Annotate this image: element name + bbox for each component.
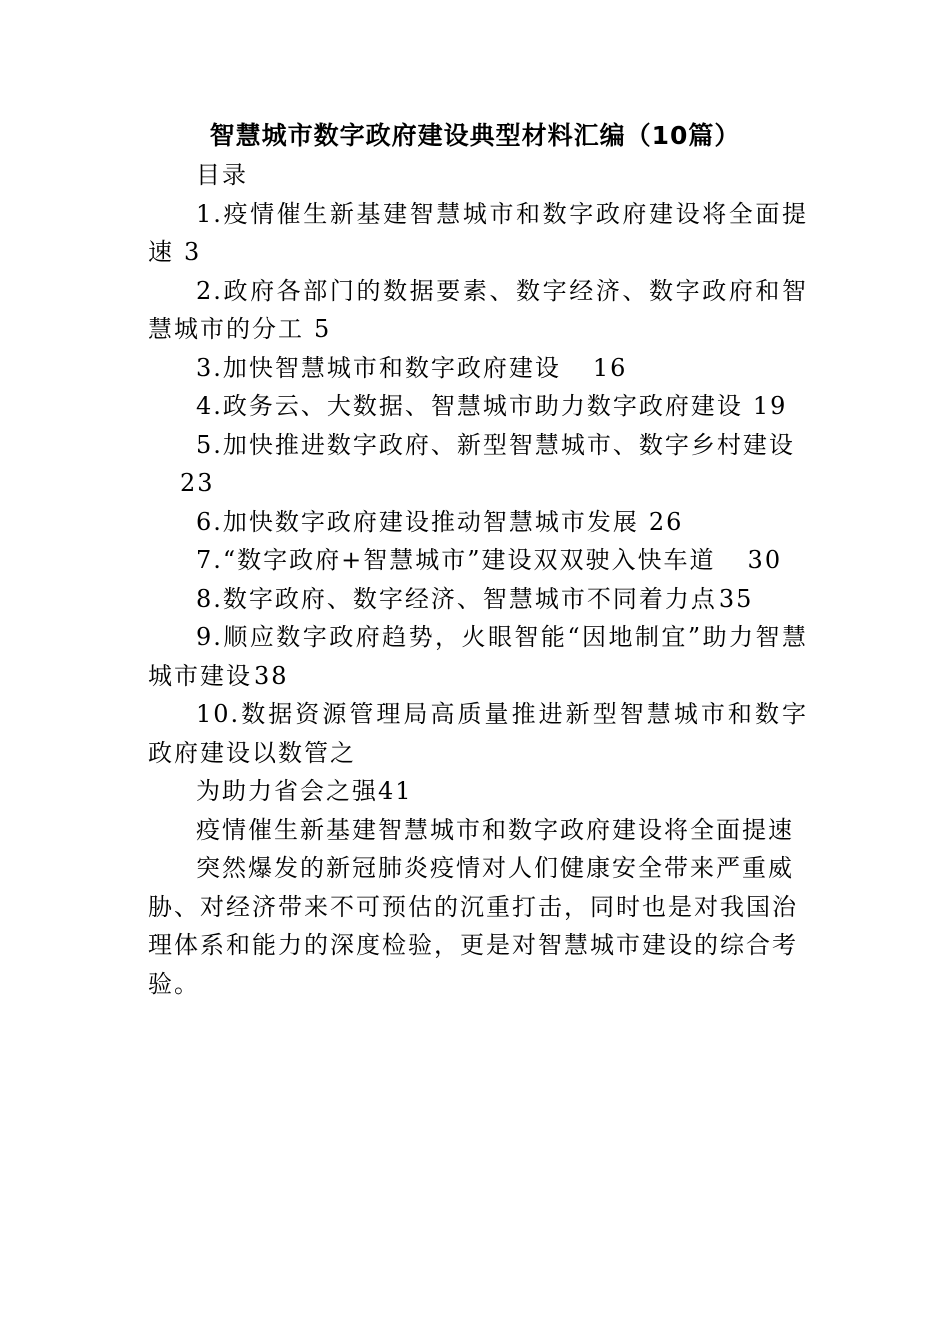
toc-heading: 目录 bbox=[196, 161, 248, 189]
toc-entry-text: 3.加快智慧城市和数字政府建设 bbox=[196, 353, 561, 382]
toc-entry-10-continuation bbox=[148, 772, 808, 811]
toc-entry-1 bbox=[148, 195, 808, 272]
toc-entry-6 bbox=[148, 503, 808, 542]
toc-entry-text: 5.加快推进数字政府、新型智慧城市、数字乡村建设 bbox=[196, 430, 795, 459]
document-title: 智慧城市数字政府建设典型材料汇编（10篇） bbox=[209, 121, 741, 150]
toc-entry-text: 1.疫情催生新基建智慧城市和数字政府建设将全面提速 bbox=[148, 199, 808, 266]
toc-entry-2 bbox=[148, 272, 808, 349]
body-paragraph: 突然爆发的新冠肺炎疫情对人们健康安全带来严重威胁、对经济带来不可预估的沉重打击，同时也是对我国治理体系和能力的深度检验，更是对智慧城市建设的综合考验。 bbox=[148, 854, 798, 998]
toc-entry-3 bbox=[148, 349, 808, 388]
toc-entry-text: 4.政务云、大数据、智慧城市助力数字政府建设 bbox=[196, 392, 743, 420]
toc-entry-text: 8.数字政府、数字经济、智慧城市不同着力点 bbox=[196, 584, 717, 613]
toc-entry-page: 5 bbox=[314, 315, 332, 343]
toc-entry-page: 3 bbox=[184, 238, 202, 266]
toc-entry-9 bbox=[148, 618, 808, 695]
toc-entry-text: 10.数据资源管理局高质量推进新型智慧城市和数字政府建设以数管之 bbox=[148, 700, 808, 767]
toc-entry-5 bbox=[148, 426, 808, 465]
toc-entry-continuation-text: 为助力省会之强 bbox=[196, 777, 378, 805]
toc-entry-10 bbox=[148, 695, 808, 772]
toc-entry-page: 35 bbox=[718, 584, 754, 613]
toc-entry-page: 30 bbox=[747, 546, 783, 574]
toc-entry-7 bbox=[148, 541, 808, 580]
toc-entry-5-page: 23 bbox=[180, 469, 215, 497]
toc-entry-page: 19 bbox=[752, 392, 788, 420]
toc-entry-text: 6.加快数字政府建设推动智慧城市发展 bbox=[196, 507, 639, 536]
toc-entry-page: 16 bbox=[592, 353, 628, 382]
section-heading: 疫情催生新基建智慧城市和数字政府建设将全面提速 bbox=[196, 815, 794, 844]
toc-entry-page: 38 bbox=[254, 661, 289, 690]
toc-entry-text: 2.政府各部门的数据要素、数字经济、数字政府和智慧城市的分工 bbox=[148, 276, 808, 343]
toc-entry-text: 7.“数字政府+智慧城市”建设双双驶入快车道 bbox=[196, 546, 716, 574]
toc-entry-8 bbox=[148, 580, 808, 619]
toc-entry-page: 26 bbox=[648, 507, 684, 536]
toc-entry-text: 9.顺应数字政府趋势，火眼智能“因地制宜”助力智慧城市建设 bbox=[148, 623, 808, 690]
toc-entry-page: 41 bbox=[378, 777, 413, 805]
document-body bbox=[148, 156, 808, 1003]
toc-entry-4 bbox=[148, 387, 808, 426]
